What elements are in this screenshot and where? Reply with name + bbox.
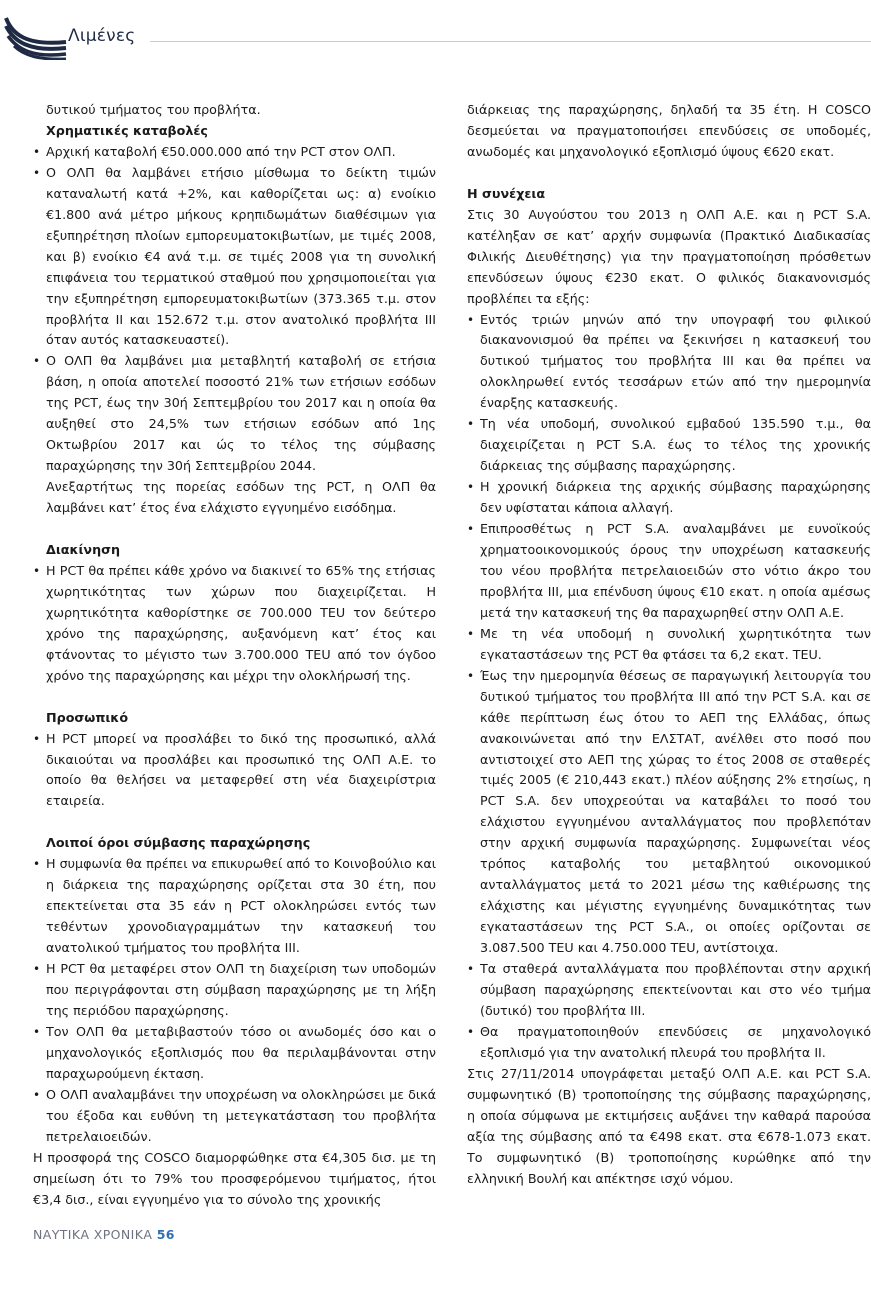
publication-name: ΝΑΥΤΙΚΑ ΧΡΟΝΙΚΑ [33, 1227, 153, 1242]
list-item: • Τον ΟΛΠ θα μεταβιβαστούν τόσο οι ανωδομές όσο και ο μηχανολογικός εξοπλισμός που θα περιλαμβάνονται στην παραχωρούμενη έκταση. [33, 1022, 436, 1085]
paragraph: δυτικού τμήματος του προβλήτα. [46, 102, 261, 117]
list-item: • Ο ΟΛΠ αναλαμβάνει την υποχρέωση να ολοκληρώσει με δικά του έξοδα και ευθύνη τη μετεγκατάσταση του προβλήτα πετρελαιοειδών. [33, 1085, 436, 1148]
list-item: • Θα πραγματοποιηθούν επενδύσεις σε μηχανολογικό εξοπλισμό για την ανατολική πλευρά του προβλήτα ΙΙ. [467, 1022, 871, 1064]
list-item: • Αρχική καταβολή €50.000.000 από την PCT στον ΟΛΠ. [33, 142, 436, 163]
payments-list [33, 142, 436, 477]
list-item: • Επιπροσθέτως η PCT S.A. αναλαμβάνει με ευνοϊκούς χρηματοοικονομικούς όρους την υποχρέωση κατασκευής του νέου προβλήτα πετρελαιοειδών στο νότιο άκρο του προβλήτα ΙΙΙ, μια επένδυση ύψους €10 εκατ. η οποία αμέσως μετά την κατασκευή της θα παραχωρηθεί στην ΟΛΠ Α.Ε. [467, 519, 871, 624]
paragraph: διάρκειας της παραχώρησης, δηλαδή τα 35 έτη. Η COSCO δεσμεύεται να πραγματοποιήσει επενδύσεις σε υποδομές, ανωδομές και μηχανολογικό εξοπλισμό ύψους €620 εκατ. [467, 102, 871, 159]
wave-stripes-icon [4, 16, 68, 60]
list-item: • Εντός τριών μηνών από την υπογραφή του φιλικού διακανονισμού θα πρέπει να ξεκινήσει η κατασκευή του δυτικού τμήματος του προβλήτα ΙΙΙ και θα πρέπει να ολοκληρωθεί εντός τεσσάρων ετών από την ημερομηνία έναρξης κατασκευής. [467, 310, 871, 415]
heading-sequel: Η συνέχεια [467, 185, 546, 201]
list-item: • Με τη νέα υποδομή η συνολική χωρητικότητα των εγκαταστάσεων της PCT θα φτάσει τα 6,2 εκατ. TEU. [467, 624, 871, 666]
list-item: • Η PCT μπορεί να προσλάβει το δικό της προσωπικό, αλλά δικαιούται να προσλάβει και προσωπικό της ΟΛΠ Α.Ε. το οποίο θα θελήσει να μεταφερθεί στη νέα διαχειρίστρια εταιρεία. [33, 729, 436, 813]
heading-staff: Προσωπικό [46, 709, 129, 725]
paragraph: Ανεξαρτήτως της πορείας εσόδων της PCT, η ΟΛΠ θα λαμβάνει κατ’ έτος ένα ελάχιστο εγγυημένο εισόδημα. [46, 479, 436, 516]
right-column [467, 100, 871, 1190]
list-item: • Η συμφωνία θα πρέπει να επικυρωθεί από το Κοινοβούλιο και η διάρκεια της παραχώρησης ορίζεται στα 30 έτη, που επεκτείνεται στα 35 εάν η PCT ολοκληρώσει εντός των τεθέντων χρονοδιαγραμμάτων την κατασκευή του ανατολικού τμήματος του προβλήτα ΙΙΙ. [33, 854, 436, 959]
header-divider [150, 41, 871, 42]
page-footer [33, 1227, 175, 1242]
paragraph: Η προσφορά της COSCO διαμορφώθηκε στα €4,305 δισ. με τη σημείωση ότι το 79% του προσφερόμενου τιμήματος, ήτοι €3,4 δισ., είναι εγγυημένο για το σύνολο της χρονικής [33, 1149, 436, 1207]
page-number: 56 [156, 1227, 175, 1242]
staff-list [33, 729, 436, 813]
heading-traffic: Διακίνηση [46, 542, 121, 557]
terms-list [33, 854, 436, 1147]
left-column [33, 100, 436, 1210]
list-item: • Η PCT θα πρέπει κάθε χρόνο να διακινεί το 65% της ετήσιας χωρητικότητας των χώρων που διαχειρίζεται. Η χωρητικότητα καθορίστηκε σε 700.000 TEU τον δεύτερο χρόνο της παραχώρησης, αυξανόμενη κατ’ έτος και φτάνοντας το μέγιστο των 3.700.000 TEU από τον όγδοο χρόνο της παραχώρησης και μέχρι την ολοκλήρωσή της. [33, 561, 436, 687]
list-item: • Τη νέα υποδομή, συνολικού εμβαδού 135.590 τ.μ., θα διαχειρίζεται η PCT S.A. έως το τέλος της χρονικής διάρκειας της σύμβασης παραχώρησης. [467, 414, 871, 477]
sequel-list [467, 310, 871, 1064]
list-item: • Ο ΟΛΠ θα λαμβάνει ετήσιο μίσθωμα το δείκτη τιμών καταναλωτή κατά +2%, και καθορίζεται ως: α) ενοίκιο €1.800 ανά μέτρο μήκους κρηπιδωμάτων διαθέσιμων για εξυπηρέτηση πλοίων εμπορευματοκιβωτίων, με τιμές 2008, και β) ενοίκιο €4 ανά τ.μ. σε τιμές 2008 για τη συνολική επιφάνεια του τερματικού σταθμού που χρησιμοποιείται για την εξυπηρέτηση εμπορευματοκιβωτίων (373.365 τ.μ. στον προβλήτα ΙΙ και 152.672 τ.μ. στον ανατολικό προβλήτα ΙΙΙ όταν αυτός κατασκευαστεί). [33, 163, 436, 352]
paragraph: Στις 27/11/2014 υπογράφεται μεταξύ ΟΛΠ Α.Ε. και PCT S.A. συμφωνητικό (Β) τροποποίησης της σύμβασης παραχώρησης, η οποία σύμφωνα με εκτιμήσεις αυξάνει την καθαρά παρούσα αξία της σύμβασης από τα €498 εκατ. στα €678-1.073 εκατ. Το συμφωνητικό (Β) τροποποίησης κυρώθηκε από την ελληνική Βουλή και απέκτησε ισχύ νόμου. [467, 1065, 871, 1186]
section-title: Λιμένες [68, 26, 136, 46]
heading-terms: Λοιποί όροι σύμβασης παραχώρησης [46, 835, 311, 851]
list-item: • Η PCT θα μεταφέρει στον ΟΛΠ τη διαχείριση των υποδομών που περιγράφονται στη σύμβαση παραχώρησης με τη λήξη της περιόδου παραχώρησης. [33, 959, 436, 1022]
list-item: • Έως την ημερομηνία θέσεως σε παραγωγική λειτουργία του δυτικού τμήματος του προβλήτα ΙΙΙ από την PCT S.A. και σε κάθε περίπτωση έως ότου το ΑΕΠ της Ελλάδας, όπως ανακοινώνεται από την ΕΛΣΤΑΤ, ανέλθει στο ποσό που αντιστοιχεί στο ΑΕΠ της χώρας το έτος 2008 σε σταθερές τιμές 2005 (€ 210,443 εκατ.) πλέον αύξησης 2% ετησίως, η PCT S.A. δεν υποχρεούται να καταβάλει το ποσό του ελάχιστου εγγυημένου ανταλλάγματος που προβλεπόταν στην αρχική συμφωνία παραχώρησης. Συμφωνείται νέος τρόπος καταβολής του μεταβλητού οικονομικού ανταλλάγματος μετά το 2021 μέσω της καθιέρωσης της ελάχιστης και μέγιστης εγγυημένης δυναμικότητας των εγκαταστάσεων της PCT S.A., οι οποίες ορίζονται σε 3.087.500 TEU και 4.750.000 TEU, αντίστοιχα. [467, 666, 871, 959]
list-item: • Τα σταθερά ανταλλάγματα που προβλέπονται στην αρχική σύμβαση παραχώρησης επεκτείνονται και στο νέο τμήμα (δυτικό) του προβλήτα ΙΙΙ. [467, 959, 871, 1022]
heading-payments: Χρηματικές καταβολές [46, 122, 208, 138]
list-item: • Ο ΟΛΠ θα λαμβάνει μια μεταβλητή καταβολή σε ετήσια βάση, η οποία αποτελεί ποσοστό 21% των ετήσιων εσόδων της PCT, έως την 30ή Σεπτεμβρίου του 2017 και η οποία θα αυξηθεί στο 24,5% των ετήσιων εσόδων από 1ης Οκτωβρίου 2017 και ώς το τέλος της σύμβασης παραχώρησης την 30ή Σεπτεμβρίου 2044. [33, 351, 436, 477]
list-item: • Η χρονική διάρκεια της αρχικής σύμβασης παραχώρησης δεν υφίσταται κάποια αλλαγή. [467, 477, 871, 519]
paragraph: Στις 30 Αυγούστου του 2013 η ΟΛΠ Α.Ε. και η PCT S.A. κατέληξαν σε κατ’ αρχήν συμφωνία (Πρακτικό Διαδικασίας Φιλικής Διευθέτησης) για την πραγματοποίηση πρόσθετων επενδύσεων ύψους €230 εκατ. Ο φιλικός διακανονισμός προβλέπει τα εξής: [467, 206, 871, 306]
traffic-list [33, 561, 436, 687]
page-header [0, 0, 871, 62]
